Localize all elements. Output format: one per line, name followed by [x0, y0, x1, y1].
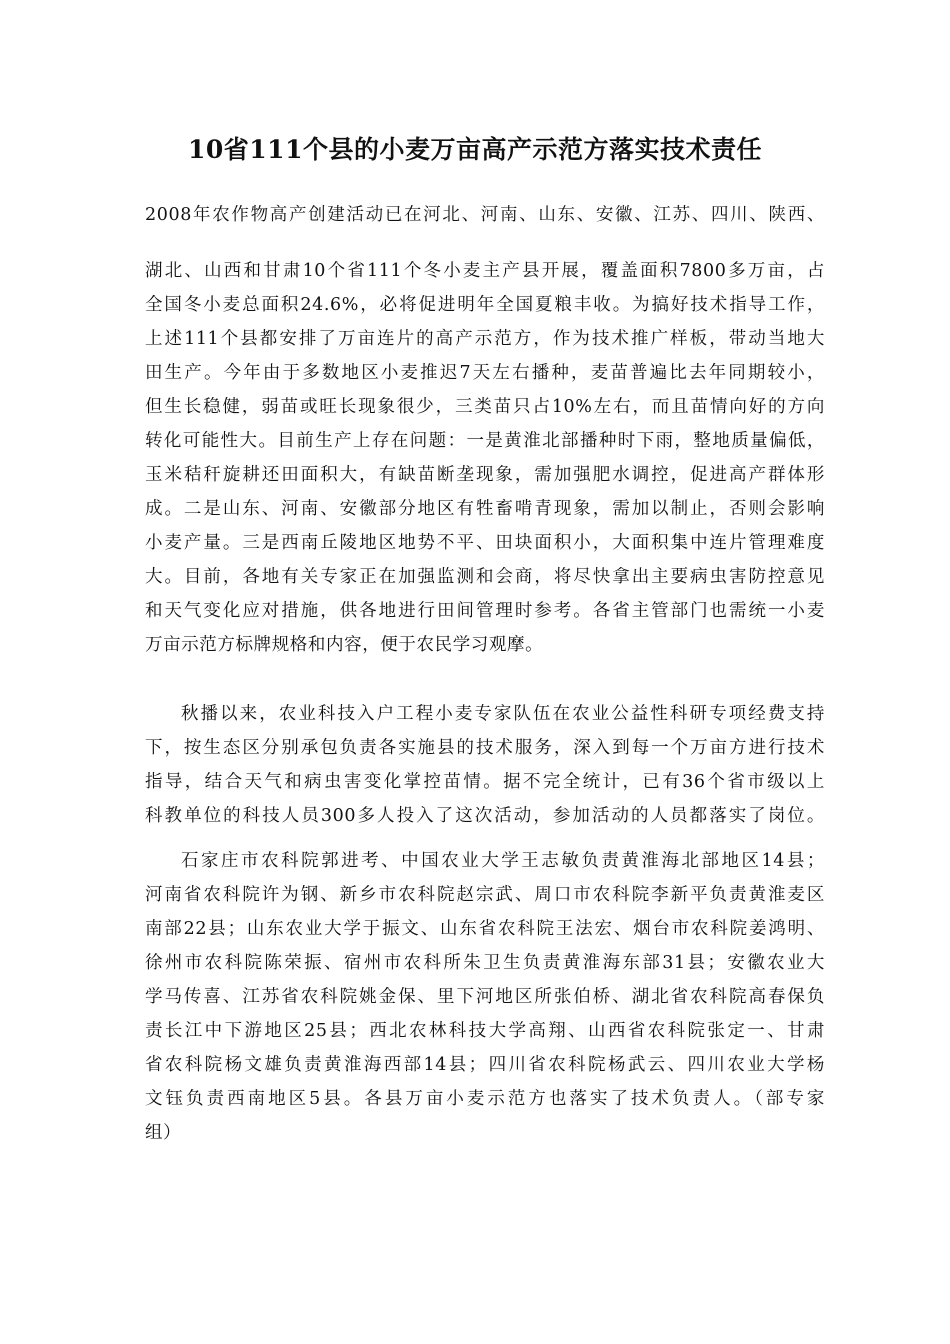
paragraph-3-line-4: 科教单位的科技人员300多人投入了这次活动，参加活动的人员都落实了岗位。: [145, 806, 825, 826]
paragraph-2-line-12: 万亩示范方标牌规格和内容，便于农民学习观摩。: [145, 635, 544, 655]
paragraph-2-line-6: 转化可能性大。目前生产上存在问题：一是黄淮北部播种时下雨，整地质量偏低，: [145, 431, 825, 451]
paragraph-4-line-4: 徐州市农科院陈荣振、宿州市农科所朱卫生负责黄淮海东部31县；安徽农业大: [145, 953, 825, 973]
paragraph-2-line-7: 玉米秸秆旋耕还田面积大，有缺苗断垄现象，需加强肥水调控，促进高产群体形: [145, 465, 825, 485]
paragraph-4-line-2: 河南省农科院许为钢、新乡市农科院赵宗武、周口市农科院李新平负责黄淮麦区: [145, 885, 825, 905]
paragraph-4-line-9: 组）: [145, 1123, 182, 1143]
paragraph-2-line-8: 成。二是山东、河南、安徽部分地区有牲畜啃青现象，需加以制止，否则会影响: [145, 499, 825, 519]
paragraph-2-line-1: 湖北、山西和甘肃10个省111个冬小麦主产县开展，覆盖面积7800多万亩，占: [145, 261, 825, 281]
paragraph-4-line-7: 省农科院杨文雄负责黄淮海西部14县；四川省农科院杨武云、四川农业大学杨: [145, 1055, 825, 1075]
paragraph-4-line-3: 南部22县；山东农业大学于振文、山东省农科院王法宏、烟台市农科院姜鸿明、: [145, 919, 825, 939]
paragraph-2-line-11: 和天气变化应对措施，供各地进行田间管理时参考。各省主管部门也需统一小麦: [145, 601, 825, 621]
paragraph-4-line-1: 石家庄市农科院郭进考、中国农业大学王志敏负责黄淮海北部地区14县；: [181, 851, 825, 871]
paragraph-2-line-2: 全国冬小麦总面积24.6%，必将促进明年全国夏粮丰收。为搞好技术指导工作，: [145, 295, 825, 315]
paragraph-2-line-10: 大。目前，各地有关专家正在加强监测和会商，将尽快拿出主要病虫害防控意见: [145, 567, 825, 587]
paragraph-4-line-5: 学马传喜、江苏省农科院姚金保、里下河地区所张伯桥、湖北省农科院高春保负: [145, 987, 825, 1007]
document-title: 10省111个县的小麦万亩高产示范方落实技术责任: [188, 135, 762, 164]
paragraph-3-line-1: 秋播以来，农业科技入户工程小麦专家队伍在农业公益性科研专项经费支持: [181, 704, 825, 724]
paragraph-4-line-6: 责长江中下游地区25县；西北农林科技大学高翔、山西省农科院张定一、甘肃: [145, 1021, 825, 1041]
paragraph-3-line-2: 下，按生态区分别承包负责各实施县的技术服务，深入到每一个万亩方进行技术: [145, 738, 825, 758]
paragraph-4-line-8: 文钰负责西南地区5县。各县万亩小麦示范方也落实了技术负责人。（部专家: [145, 1089, 825, 1109]
paragraph-1-line-1: 2008年农作物高产创建活动已在河北、河南、山东、安徽、江苏、四川、陕西、: [145, 205, 825, 225]
paragraph-2-line-5: 但生长稳健，弱苗或旺长现象很少，三类苗只占10%左右，而且苗情向好的方向: [145, 397, 825, 417]
paragraph-3-line-3: 指导，结合天气和病虫害变化掌控苗情。据不完全统计，已有36个省市级以上: [145, 772, 825, 792]
paragraph-2-line-9: 小麦产量。三是西南丘陵地区地势不平、田块面积小，大面积集中连片管理难度: [145, 533, 825, 553]
paragraph-2-line-3: 上述111个县都安排了万亩连片的高产示范方，作为技术推广样板，带动当地大: [145, 329, 825, 349]
paragraph-2-line-4: 田生产。今年由于多数地区小麦推迟7天左右播种，麦苗普遍比去年同期较小，: [145, 363, 825, 383]
